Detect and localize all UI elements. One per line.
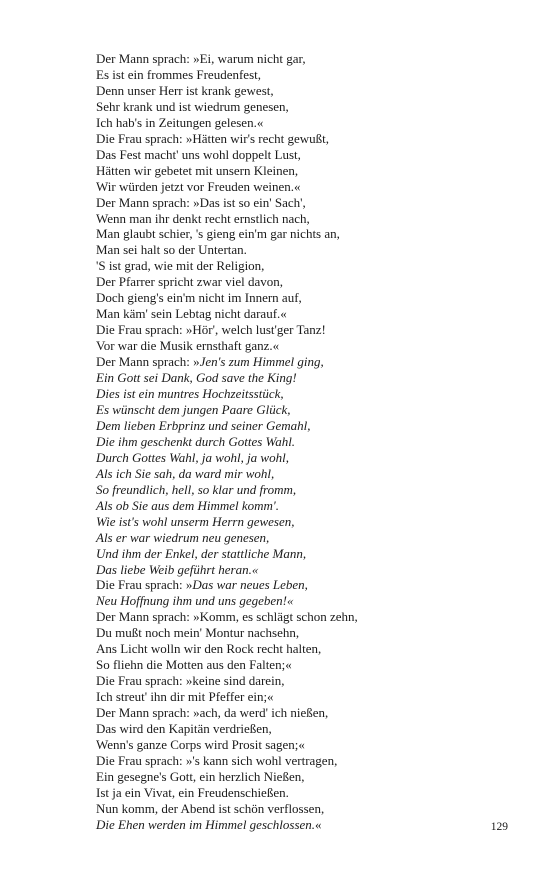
poem-line-text: «: [315, 816, 322, 832]
poem-line: [96, 753, 516, 769]
poem-line: [96, 338, 516, 354]
poem-line-text: Als ob Sie aus dem Himmel komm'.: [96, 497, 279, 513]
poem-line-text: Es wünscht dem jungen Paare Glück,: [96, 401, 291, 417]
poem-line: [96, 785, 516, 801]
poem-line: [96, 274, 516, 290]
poem-line-text: Wie ist's wohl unserm Herrn gewesen,: [96, 513, 295, 529]
poem-line-text: Der Mann sprach: »Komm, es schlägt schon zehn,: [96, 609, 358, 625]
poem-line: [96, 657, 516, 673]
poem-line-text: 'S ist grad, wie mit der Religion,: [96, 258, 265, 274]
poem-line: [96, 179, 516, 195]
poem-line: [96, 147, 516, 163]
poem-line-text: Ans Licht wolln wir den Rock recht halten,: [96, 641, 322, 657]
poem-line-italic-text: Die Ehen werden im Himmel geschlossen.: [96, 816, 316, 832]
poem-line: [96, 402, 516, 418]
poem-line-text: Man glaubt schier, 's gieng ein'm gar nichts an,: [96, 226, 340, 242]
poem-line: [96, 195, 516, 211]
poem-line-text: Man käm' sein Lebtag nicht darauf.«: [96, 306, 287, 322]
poem-line: [96, 689, 516, 705]
poem-line-text: Dem lieben Erbprinz und seiner Gemahl,: [96, 417, 311, 433]
poem-line-text: Ich streut' ihn dir mit Pfeffer ein;«: [96, 689, 274, 705]
poem-line: [96, 226, 516, 242]
poem-line-text: Doch gieng's ein'm nicht im Innern auf,: [96, 290, 302, 306]
poem-line-text: Die Frau sprach: »keine sind darein,: [96, 673, 285, 689]
poem-line-text: Die Frau sprach: »'s kann sich wohl vertragen,: [96, 752, 338, 768]
poem-line-text: Die Frau sprach: »Hätten wir's recht gewußt,: [96, 130, 330, 146]
poem-line: [96, 450, 516, 466]
poem-line: [96, 801, 516, 817]
poem-line-text: Das Fest macht' uns wohl doppelt Lust,: [96, 146, 301, 162]
poem-line: [96, 131, 516, 147]
poem-line-text: Ein gesegne's Gott, ein herzlich Nießen,: [96, 768, 305, 784]
poem-line-text: Ist ja ein Vivat, ein Freudenschießen.: [96, 784, 289, 800]
poem-line-text: Denn unser Herr ist krank gewest,: [96, 82, 274, 98]
poem-line: [96, 673, 516, 689]
poem-line-text: Der Pfarrer spricht zwar viel davon,: [96, 274, 283, 290]
poem-line-text: Du mußt noch mein' Montur nachsehn,: [96, 625, 300, 641]
poem-line: [96, 258, 516, 274]
poem-line-italic-text: Das war neues Leben,: [192, 577, 308, 593]
poem-line-text: Die Frau sprach: »Hör', welch lust'ger Tanz!: [96, 322, 326, 338]
poem-line: [96, 83, 516, 99]
poem-line: [96, 546, 516, 562]
poem-line: [96, 211, 516, 227]
poem-line-text: Wir würden jetzt vor Freuden weinen.«: [96, 178, 301, 194]
poem-line-text: Der Mann sprach: »: [96, 354, 200, 370]
poem-line-text: Das wird den Kapitän verdrießen,: [96, 721, 272, 737]
poem-line-text: Hätten wir gebetet mit unsern Kleinen,: [96, 162, 299, 178]
poem-text: [96, 51, 516, 833]
poem-line: [96, 609, 516, 625]
poem-line-text: Und ihm der Enkel, der stattliche Mann,: [96, 545, 307, 561]
poem-line: [96, 530, 516, 546]
poem-line: [96, 115, 516, 131]
poem-line-text: Als er war wiedrum neu genesen,: [96, 529, 270, 545]
poem-line: [96, 641, 516, 657]
poem-line-text: Es ist ein frommes Freudenfest,: [96, 66, 261, 82]
poem-line: [96, 577, 516, 593]
poem-line-text: Die ihm geschenkt durch Gottes Wahl.: [96, 433, 296, 449]
poem-line: [96, 386, 516, 402]
poem-line: [96, 67, 516, 83]
poem-line: [96, 51, 516, 67]
poem-line: [96, 593, 516, 609]
poem-line: [96, 418, 516, 434]
poem-line-text: Die Frau sprach: »: [96, 577, 193, 593]
poem-line: [96, 99, 516, 115]
poem-line: [96, 163, 516, 179]
poem-line-text: Nun komm, der Abend ist schön verflossen,: [96, 800, 325, 816]
poem-line: [96, 769, 516, 785]
poem-line: [96, 434, 516, 450]
poem-line: [96, 721, 516, 737]
poem-line: [96, 625, 516, 641]
poem-line-italic-text: Jen's zum Himmel ging,: [199, 354, 324, 370]
poem-line: [96, 306, 516, 322]
poem-line-text: Wenn man ihr denkt recht ernstlich nach,: [96, 210, 310, 226]
poem-line: [96, 354, 516, 370]
poem-line-text: Neu Hoffnung ihm und uns gegeben!«: [96, 593, 294, 609]
poem-line-text: Sehr krank und ist wiedrum genesen,: [96, 98, 289, 114]
poem-line-text: So fliehn die Motten aus den Falten;«: [96, 657, 292, 673]
poem-line: [96, 466, 516, 482]
poem-line-text: Ein Gott sei Dank, God save the King!: [96, 370, 297, 386]
poem-line-text: Man sei halt so der Untertan.: [96, 242, 247, 258]
poem-line: [96, 482, 516, 498]
page-number: 129: [490, 821, 508, 833]
poem-line-text: Dies ist ein muntres Hochzeitsstück,: [96, 386, 284, 402]
poem-line: [96, 817, 516, 833]
poem-line-text: Das liebe Weib geführt heran.«: [96, 561, 259, 577]
poem-line-text: Vor war die Musik ernsthaft ganz.«: [96, 338, 280, 354]
poem-line-text: Durch Gottes Wahl, ja wohl, ja wohl,: [96, 449, 289, 465]
poem-line-text: Ich hab's in Zeitungen gelesen.«: [96, 114, 264, 130]
poem-line: [96, 290, 516, 306]
poem-line-text: Als ich Sie sah, da ward mir wohl,: [96, 465, 275, 481]
poem-line-text: Wenn's ganze Corps wird Prosit sagen;«: [96, 736, 305, 752]
poem-line-text: So freundlich, hell, so klar und fromm,: [96, 481, 297, 497]
poem-line-text: Der Mann sprach: »ach, da werd' ich nießen,: [96, 705, 329, 721]
poem-line: [96, 370, 516, 386]
poem-line: [96, 737, 516, 753]
poem-line: [96, 242, 516, 258]
poem-line: [96, 562, 516, 578]
poem-line-text: Der Mann sprach: »Das ist so ein' Sach',: [96, 194, 306, 210]
poem-line: [96, 322, 516, 338]
poem-line: [96, 498, 516, 514]
poem-line: [96, 514, 516, 530]
poem-line-text: Der Mann sprach: »Ei, warum nicht gar,: [96, 51, 306, 66]
poem-line: [96, 705, 516, 721]
